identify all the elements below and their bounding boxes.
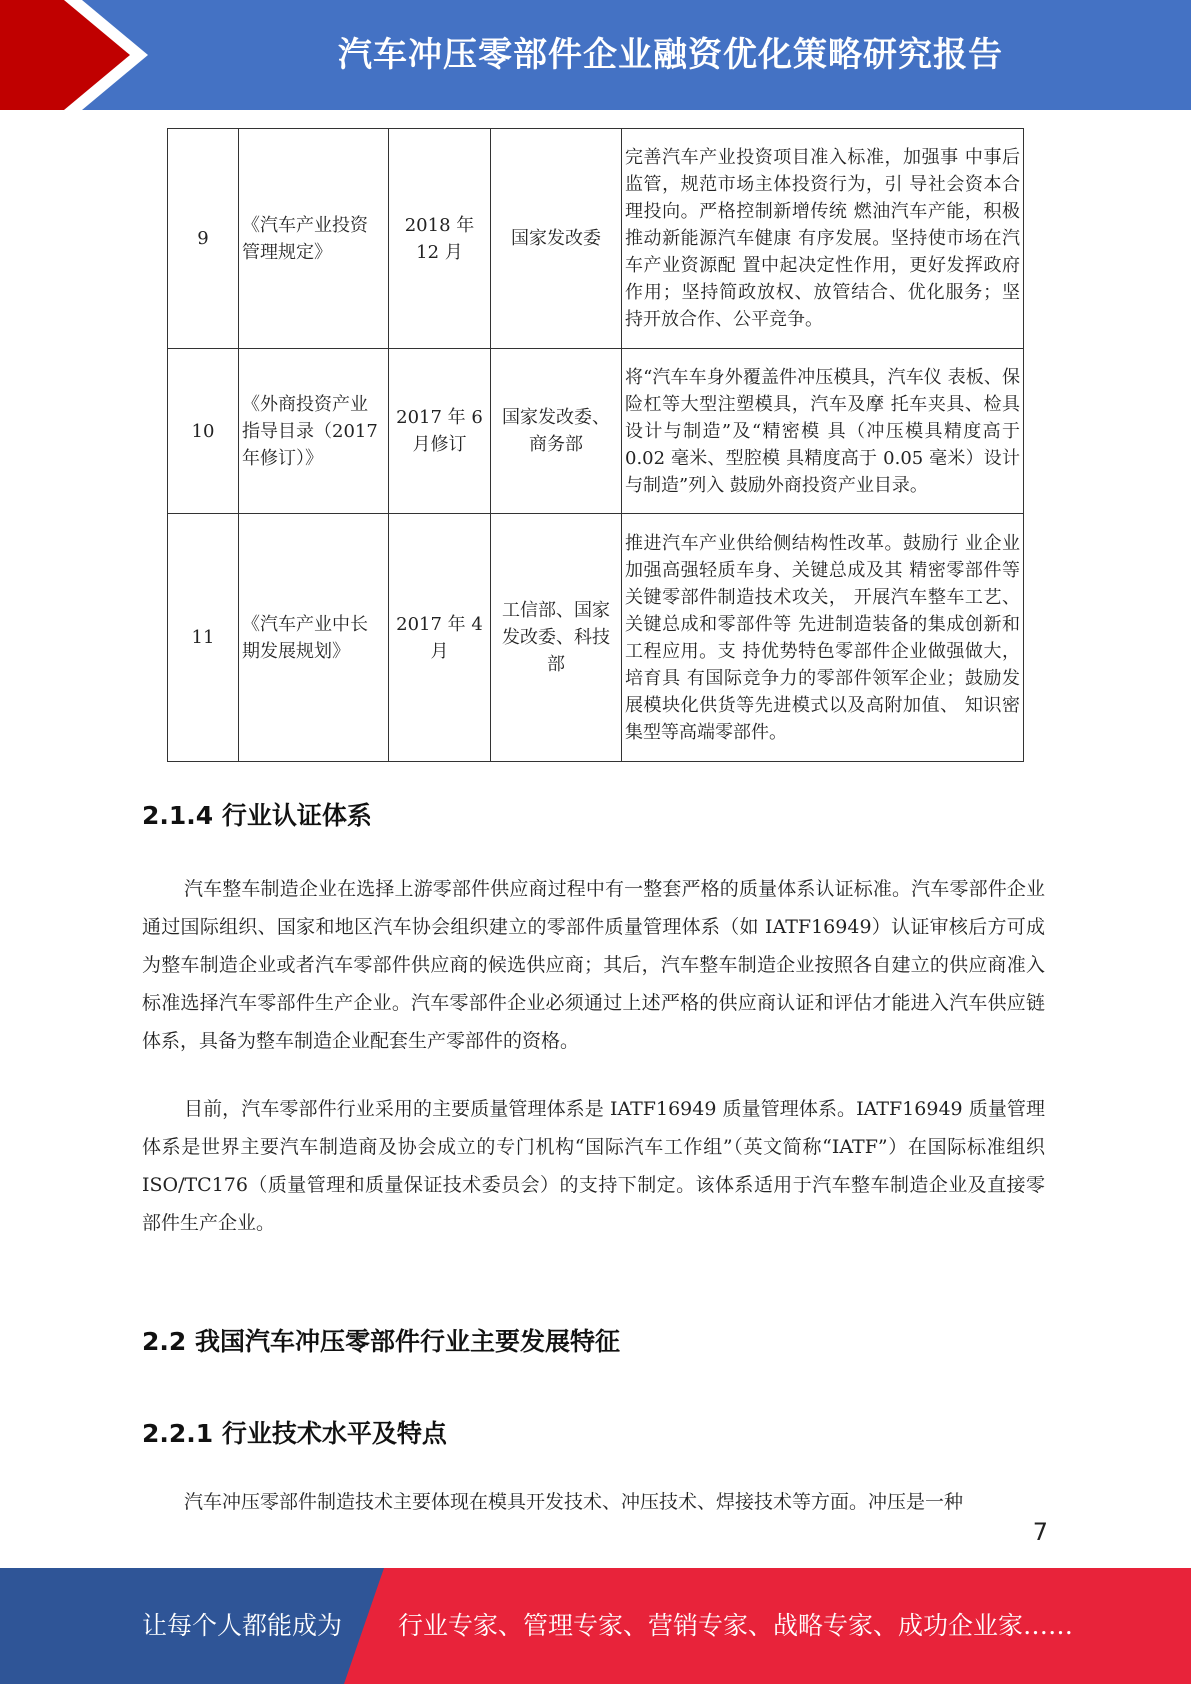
policy-table bbox=[167, 128, 1024, 762]
policy-date: 2017 年 4 月 bbox=[389, 514, 491, 762]
row-number: 10 bbox=[168, 349, 239, 514]
policy-content: 推进汽车产业供给侧结构性改革。鼓励行 业企业加强高强轻质车身、关键总成及其 精密零部件等关键零部件制造技术攻关， 开展汽车整车工艺、关键总成和零部件等 先进制造装备的集成创新和工程应用。支 持优势特色零部件企业做强做大，培育具 有国际竞争力的零部件领军企业；鼓励发 展模块化供货等先进模式以及高附加值、 知识密集型等高端零部件。 bbox=[622, 514, 1024, 762]
policy-date: 2018 年 12 月 bbox=[389, 129, 491, 349]
page-number: 7 bbox=[1032, 1518, 1048, 1546]
section-heading-2-2: 2.2 我国汽车冲压零部件行业主要发展特征 bbox=[142, 1327, 620, 1356]
row-number: 9 bbox=[168, 129, 239, 349]
table-row bbox=[168, 514, 1024, 762]
footer-slogan-right: 行业专家、管理专家、营销专家、战略专家、成功企业家…… bbox=[398, 1611, 1074, 1640]
policy-content: 将“汽车车身外覆盖件冲压模具，汽车仪 表板、保险杠等大型注塑模具，汽车及摩 托车夹具、检具设计与制造”及“精密模 具（冲压模具精度高于 0.02 毫米、型腔模 具精度高于 0.05 毫米）设计与制造”列入 鼓励外商投资产业目录。 bbox=[622, 349, 1024, 514]
row-number: 11 bbox=[168, 514, 239, 762]
section-heading-2-1-4: 2.1.4 行业认证体系 bbox=[142, 801, 372, 830]
page-header bbox=[0, 0, 1191, 110]
issuing-agency: 工信部、国家发改委、科技部 bbox=[491, 514, 622, 762]
section-paragraph: 汽车整车制造企业在选择上游零部件供应商过程中有一整套严格的质量体系认证标准。汽车零部件企业通过国际组织、国家和地区汽车协会组织建立的零部件质量管理体系（如 IATF16949）认证审核后方可成为整车制造企业或者汽车零部件供应商的候选供应商；其后，汽车整车制造企业按照各自建立的供应商准入标准选择汽车零部件生产企业。汽车零部件企业必须通过上述严格的供应商认证和评估才能进入汽车供应链体系，具备为整车制造企业配套生产零部件的资格。 bbox=[142, 878, 1045, 1052]
policy-name: 《汽车产业投资管理规定》 bbox=[239, 129, 389, 349]
footer-slogan-left: 让每个人都能成为 bbox=[142, 1611, 343, 1640]
policy-name: 《汽车产业中长期发展规划》 bbox=[239, 514, 389, 762]
header-chevron-decoration bbox=[0, 0, 150, 110]
policy-date: 2017 年 6 月修订 bbox=[389, 349, 491, 514]
report-title: 汽车冲压零部件企业融资优化策略研究报告 bbox=[338, 35, 1003, 75]
page-footer bbox=[0, 1568, 1191, 1684]
table-row bbox=[168, 129, 1024, 349]
table-row bbox=[168, 349, 1024, 514]
issuing-agency: 国家发改委、商务部 bbox=[491, 349, 622, 514]
policy-name: 《外商投资产业指导目录（2017 年修订）》 bbox=[239, 349, 389, 514]
issuing-agency: 国家发改委 bbox=[491, 129, 622, 349]
section-paragraph: 汽车冲压零部件制造技术主要体现在模具开发技术、冲压技术、焊接技术等方面。冲压是一种 bbox=[184, 1491, 964, 1513]
section-heading-2-2-1: 2.2.1 行业技术水平及特点 bbox=[142, 1419, 447, 1448]
section-paragraph: 目前，汽车零部件行业采用的主要质量管理体系是 IATF16949 质量管理体系。IATF16949 质量管理体系是世界主要汽车制造商及协会成立的专门机构“国际汽车工作组”（英文简称“IATF”）在国际标准组织 ISO/TC176（质量管理和质量保证技术委员会）的支持下制定。该体系适用于汽车整车制造企业及直接零部件生产企业。 bbox=[142, 1098, 1045, 1234]
policy-content: 完善汽车产业投资项目准入标准，加强事 中事后监管，规范市场主体投资行为，引 导社会资本合理投向。严格控制新增传统 燃油汽车产能，积极推动新能源汽车健康 有序发展。坚持使市场在汽车产业资源配 置中起决定性作用，更好发挥政府作用；坚持简政放权、放管结合、优化服务；坚 持开放合作、公平竞争。 bbox=[622, 129, 1024, 349]
